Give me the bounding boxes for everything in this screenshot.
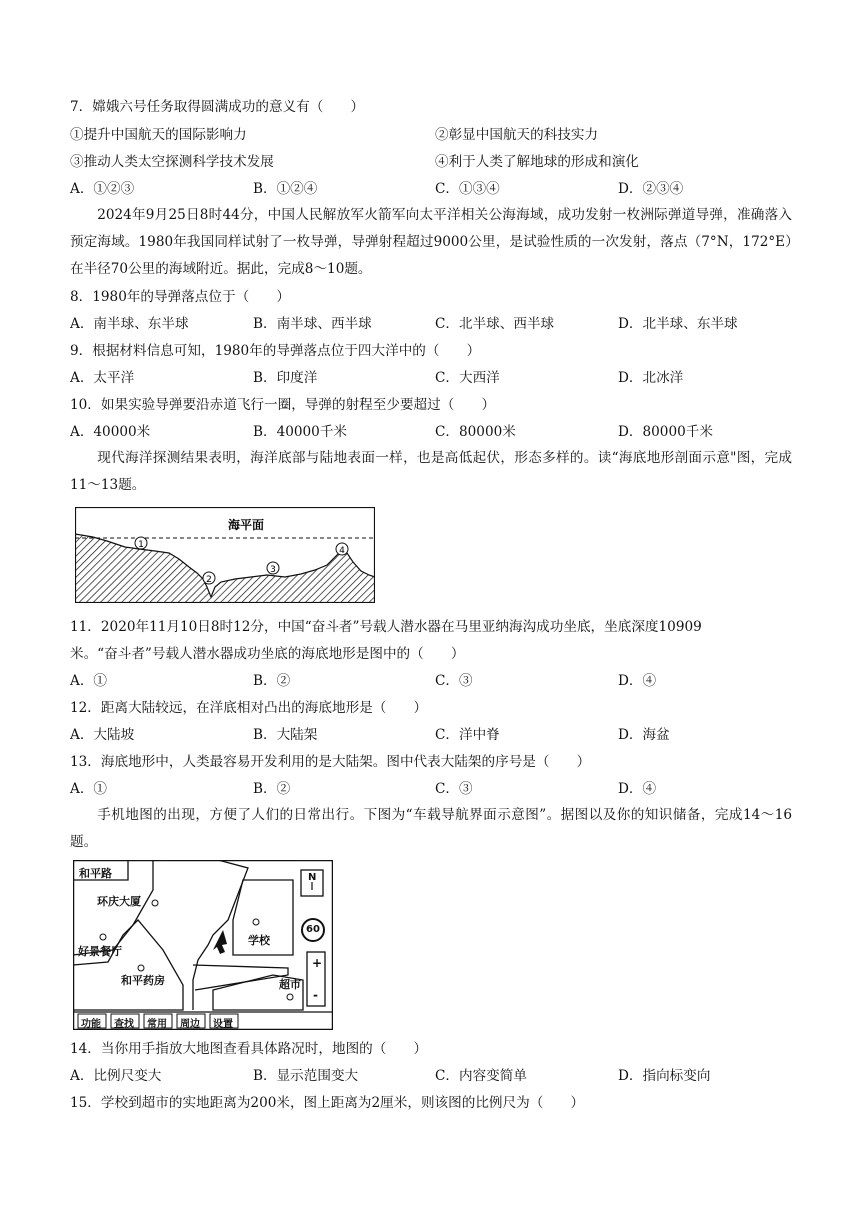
- q7-statement-2: ②彰显中国航天的科技实力: [435, 127, 599, 143]
- q14-option-c[interactable]: C．内容变简单: [435, 1068, 527, 1084]
- q15-stem: 15．学校到超市的实地距离为200米，图上距离为2厘米，则该图的比例尺为（ ）: [70, 1095, 585, 1111]
- q9-option-c[interactable]: C．大西洋: [435, 370, 500, 386]
- q11-option-d[interactable]: D．④: [618, 673, 657, 689]
- intro-14-16: 手机地图的出现，方便了人们的日常出行。下图为“车载导航界面示意图”。据图以及你的知识储备，完成14～16题。: [70, 807, 792, 850]
- q11-option-b[interactable]: B．②: [253, 673, 291, 689]
- nav-map-figure: [73, 860, 333, 1030]
- q9-option-d[interactable]: D．北冰洋: [618, 370, 684, 386]
- seafloor-profile-figure: [75, 507, 375, 603]
- q7-statement-1: ①提升中国航天的国际影响力: [70, 127, 247, 143]
- q13-option-b[interactable]: B．②: [253, 781, 291, 797]
- q7-option-b[interactable]: B．①②④: [253, 181, 318, 197]
- svg-text:4: 4: [339, 546, 345, 556]
- q8-option-a[interactable]: A．南半球、东半球: [70, 316, 189, 332]
- market-label: 超市: [279, 978, 301, 991]
- q12-option-a[interactable]: A．大陆坡: [70, 727, 135, 743]
- intro-8-10: 2024年9月25日8时44分，中国人民解放军火箭军向太平洋相关公海海域，成功发射一枚洲际弹道导弹，准确落入预定海域。1980年我国同样试射了一枚导弹，导弹射程超过9000公里，是试验性质的一次发射，落点（7°N，172°E）在半径70公里的海域附近。据此，完成8～10题。: [70, 207, 792, 277]
- q7-statement-3: ③推动人类太空探测科学技术发展: [70, 154, 274, 170]
- intro-11-13: 现代海洋探测结果表明，海洋底部与陆地表面一样，也是高低起伏，形态多样的。读“海底地形剖面示意"图，完成11～13题。: [70, 450, 792, 493]
- zoom-out-button[interactable]: -: [313, 988, 318, 1002]
- q11-stem-line1: 11．2020年11月10日8时12分，中国“奋斗者”号载人潜水器在马里亚纳海沟成功坐底，坐底深度10909: [70, 619, 702, 635]
- q14-option-a[interactable]: A．比例尺变大: [70, 1068, 162, 1084]
- q10-option-a[interactable]: A．40000米: [70, 424, 151, 440]
- nav-button-frequent[interactable]: 常用: [147, 1019, 167, 1030]
- svg-text:3: 3: [270, 565, 276, 575]
- q8-option-d[interactable]: D．北半球、东半球: [618, 316, 738, 332]
- q8-option-b[interactable]: B．南半球、西半球: [253, 316, 372, 332]
- nav-button-nearby[interactable]: 周边: [180, 1019, 200, 1030]
- q12-option-b[interactable]: B．大陆架: [253, 727, 318, 743]
- nav-button-function[interactable]: 功能: [81, 1019, 101, 1030]
- nav-button-search[interactable]: 查找: [114, 1019, 134, 1030]
- school-point: [253, 919, 259, 925]
- zoom-in-button[interactable]: +: [312, 956, 323, 970]
- q7-option-c[interactable]: C．①③④: [435, 181, 500, 197]
- pharmacy-point: [138, 965, 144, 971]
- q10-option-d[interactable]: D．80000千米: [618, 424, 713, 440]
- q14-option-d[interactable]: D．指向标变向: [618, 1068, 711, 1084]
- huanqing-point: [152, 900, 158, 906]
- q13-option-a[interactable]: A．①: [70, 781, 108, 797]
- svg-text:2: 2: [206, 575, 212, 585]
- q13-stem: 13．海底地形中，人类最容易开发利用的是大陆架。图中代表大陆架的序号是（ ）: [70, 754, 591, 770]
- sea-level-label: 海平面: [227, 518, 265, 532]
- q13-option-d[interactable]: D．④: [618, 781, 657, 797]
- q12-option-c[interactable]: C．洋中脊: [435, 727, 500, 743]
- svg-text:1: 1: [138, 540, 144, 550]
- q14-stem: 14．当你用手指放大地图查看具体路况时，地图的（ ）: [70, 1041, 428, 1057]
- q8-option-c[interactable]: C．北半球、西半球: [435, 316, 555, 332]
- q13-option-c[interactable]: C．③: [435, 781, 473, 797]
- market-point: [287, 994, 293, 1000]
- q8-stem: 8．1980年的导弹落点位于（ ）: [70, 289, 290, 305]
- haojing-point: [100, 934, 106, 940]
- nav-button-settings[interactable]: 设置: [213, 1019, 233, 1030]
- north-arrow-icon[interactable]: N: [308, 872, 317, 883]
- q14-option-b[interactable]: B．显示范围变大: [253, 1068, 359, 1084]
- q9-option-a[interactable]: A．太平洋: [70, 370, 135, 386]
- q12-stem: 12．距离大陆较远，在洋底相对凸出的海底地形是（ ）: [70, 700, 428, 716]
- q11-stem-line2: 米。“奋斗者”号载人潜水器成功坐底的海底地形是图中的（ ）: [70, 646, 465, 662]
- q9-option-b[interactable]: B．印度洋: [253, 370, 318, 386]
- q7-option-d[interactable]: D．②③④: [618, 181, 684, 197]
- school-label: 学校: [248, 934, 270, 947]
- q7-statement-4: ④利于人类了解地球的形成和演化: [435, 154, 639, 170]
- q7-option-a[interactable]: A．①②③: [70, 181, 135, 197]
- q10-stem: 10．如果实验导弹要沿赤道飞行一圈，导弹的射程至少要超过（ ）: [70, 397, 496, 413]
- q11-option-a[interactable]: A．①: [70, 673, 108, 689]
- q12-option-d[interactable]: D．海盆: [618, 727, 670, 743]
- speed-limit-icon: 60: [306, 924, 320, 935]
- peace-road-label: 和平路: [79, 867, 112, 880]
- q10-option-c[interactable]: C．80000米: [435, 424, 516, 440]
- q10-option-b[interactable]: B．40000千米: [253, 424, 348, 440]
- q9-stem: 9．根据材料信息可知，1980年的导弹落点位于四大洋中的（ ）: [70, 343, 481, 359]
- q7-stem: 7．嫦娥六号任务取得圆满成功的意义有（ ）: [70, 99, 365, 115]
- haojing-label: 好景餐厅: [78, 945, 122, 958]
- q11-option-c[interactable]: C．③: [435, 673, 473, 689]
- huanqing-label: 环庆大厦: [97, 895, 141, 908]
- pharmacy-label: 和平药房: [121, 974, 165, 987]
